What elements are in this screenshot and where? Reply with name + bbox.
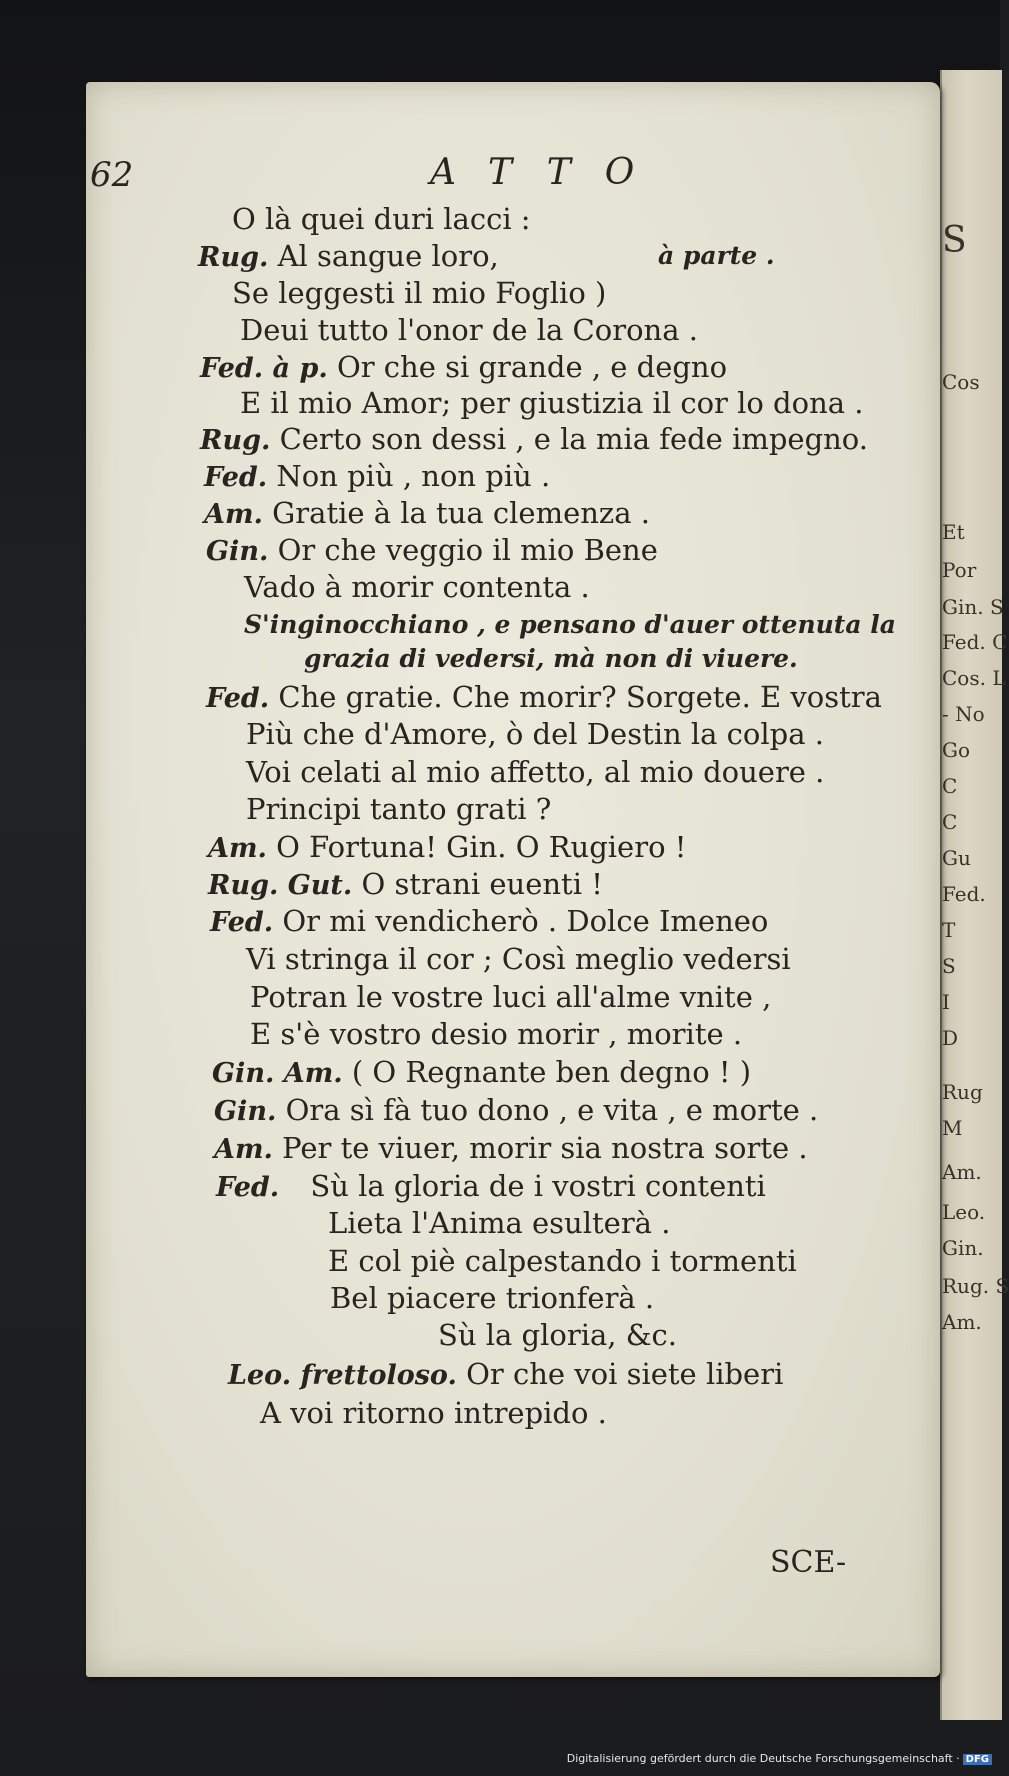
line-text: E il mio Amor; per giustizia il cor lo dona .: [240, 386, 864, 420]
next-page-fragment: Go: [942, 738, 971, 762]
next-page-fragment: Rug. S: [942, 1274, 1009, 1298]
line-text: Or che voi siete liberi: [466, 1357, 784, 1391]
next-page-fragment: Am.: [942, 1160, 982, 1184]
page-number: 62: [90, 155, 134, 195]
line-text: Potran le vostre luci all'alme vnite ,: [250, 980, 772, 1014]
line-text: Al sangue loro,: [277, 239, 499, 273]
line-text: S'inginocchiano , e pensano d'auer ottenuta la: [244, 610, 896, 639]
text-line: [328, 1206, 670, 1240]
text-line: [214, 1131, 808, 1167]
line-text: Vado à morir contenta .: [244, 570, 590, 604]
text-line: [206, 533, 658, 569]
line-text: E col piè calpestando i tormenti: [328, 1244, 797, 1278]
speaker-label: Leo. frettoloso.: [228, 1360, 457, 1391]
speaker-label: Am.: [208, 833, 267, 864]
next-page-edge: [940, 70, 1009, 1720]
line-text: Per te viuer, morir sia nostra sorte .: [282, 1131, 808, 1165]
speaker-label: Gin.: [214, 1096, 277, 1127]
text-line: [228, 1357, 783, 1393]
next-page-fragment: - No: [942, 702, 985, 726]
speaker-label: Fed.: [206, 683, 270, 714]
next-page-fragment: Rug: [942, 1080, 983, 1104]
text-line: [208, 867, 603, 903]
line-text: Deui tutto l'onor de la Corona .: [240, 313, 698, 347]
stage-direction: [304, 642, 798, 676]
text-line: [250, 980, 771, 1014]
next-page-fragment: Fed.: [942, 882, 986, 906]
text-line: [328, 1244, 797, 1278]
next-page-fragment: M: [942, 1116, 963, 1140]
text-line: [232, 276, 606, 310]
speaker-label: Fed.: [216, 1172, 280, 1203]
line-text: Bel piacere trionferà .: [330, 1281, 655, 1315]
line-text: Or che veggio il mio Bene: [277, 533, 658, 567]
text-line: [198, 239, 499, 275]
text-line: [244, 570, 590, 604]
next-page-fragment: Cos: [942, 370, 980, 394]
line-text: Lieta l'Anima esulterà .: [328, 1206, 671, 1240]
text-line: [330, 1281, 654, 1315]
text-line: [240, 386, 864, 420]
speaker-label: Fed.: [204, 462, 268, 493]
line-text: Se leggesti il mio Foglio ): [232, 276, 607, 310]
line-text: Or mi vendicherò . Dolce Imeneo: [282, 904, 769, 938]
catchword: SCE-: [770, 1545, 847, 1580]
next-page-fragment: Gu: [942, 846, 971, 870]
next-page-fragment: Gin.: [942, 1236, 984, 1260]
text-line: [246, 792, 551, 826]
text-line: [246, 942, 791, 976]
text-line: [246, 755, 824, 789]
line-text: Vi stringa il cor ; Così meglio vedersi: [246, 942, 791, 976]
text-line: [210, 904, 768, 940]
text-line: [260, 1396, 607, 1430]
next-page-fragment: D: [942, 1026, 959, 1050]
line-text: grazia di vedersi, mà non di viuere.: [304, 644, 798, 673]
text-line: [246, 717, 824, 751]
next-page-fragment: T: [942, 918, 956, 942]
text-line: [204, 496, 650, 532]
speaker-label: Gin. Am.: [212, 1058, 343, 1089]
line-text: Gratie à la tua clemenza .: [272, 496, 650, 530]
text-line: [240, 313, 698, 347]
next-page-fragment: Cos. L: [942, 666, 1006, 690]
text-line: [200, 422, 868, 458]
line-text: ( O Regnante ben degno ! ): [351, 1055, 752, 1089]
text-line: [206, 680, 882, 716]
text-line: [232, 202, 531, 236]
line-text: E s'è vostro desio morir , morite .: [250, 1017, 743, 1051]
text-line: [204, 459, 550, 495]
speaker-label: Am.: [204, 499, 263, 530]
speaker-label: Am.: [214, 1134, 273, 1165]
line-text: Ora sì fà tuo dono , e vita , e morte .: [285, 1093, 819, 1127]
dfg-logo: DFG: [963, 1754, 992, 1765]
line-text: A voi ritorno intrepido .: [260, 1396, 607, 1430]
next-page-fragment: Leo.: [942, 1200, 986, 1224]
line-text: Certo son dessi , e la mia fede impegno.: [279, 422, 868, 456]
digitization-footer: [567, 1752, 992, 1765]
text-line: [250, 1017, 742, 1051]
line-text: Più che d'Amore, ò del Destin la colpa .: [246, 717, 824, 751]
line-text: Che gratie. Che morir? Sorgete. E vostra: [278, 680, 882, 714]
next-page-fragment: Am.: [942, 1310, 982, 1334]
next-page-fragment: Et: [942, 520, 965, 544]
speaker-label: Fed.: [210, 907, 274, 938]
text-line: [214, 1093, 818, 1129]
next-page-fragment: Fed. C: [942, 630, 1008, 654]
text-line: [200, 350, 727, 386]
line-text: Sù la gloria de i vostri contenti: [310, 1169, 766, 1203]
speaker-label: Fed. à p.: [200, 353, 328, 384]
footer-text: Digitalisierung gefördert durch die Deutsche Forschungsgemeinschaft ·: [566, 1752, 960, 1765]
speaker-label: Rug.: [198, 242, 269, 273]
next-page-fragment: I: [942, 990, 950, 1014]
line-text: Voi celati al mio affetto, al mio douere .: [246, 755, 825, 789]
running-title: ATTO: [430, 152, 669, 193]
line-text: O Fortuna! Gin. O Rugiero !: [276, 830, 687, 864]
speaker-label: Rug. Gut.: [208, 870, 353, 901]
speaker-label: Gin.: [206, 536, 269, 567]
line-text: O là quei duri lacci :: [232, 202, 531, 236]
line-text: Non più , non più .: [276, 459, 551, 493]
line-text: Principi tanto grati ?: [246, 792, 552, 826]
line-text: O strani euenti !: [361, 867, 603, 901]
next-page-fragment: S: [942, 954, 956, 978]
next-page-fragment: C: [942, 810, 958, 834]
next-page-fragment: Por: [942, 558, 977, 582]
next-page-fragment: C: [942, 774, 958, 798]
line-text: Sù la gloria, &c.: [438, 1318, 677, 1352]
speaker-label: Rug.: [200, 425, 271, 456]
stage-direction: [244, 608, 896, 642]
text-line: [212, 1055, 751, 1091]
next-page-fragment: S: [942, 220, 967, 261]
stage-direction-note: à parte .: [658, 241, 775, 270]
next-page-fragment: Gin. S: [942, 595, 1004, 619]
text-line: [208, 830, 686, 866]
text-line: [216, 1169, 766, 1205]
line-text: Or che si grande , e degno: [336, 350, 728, 384]
text-line: [438, 1318, 677, 1352]
